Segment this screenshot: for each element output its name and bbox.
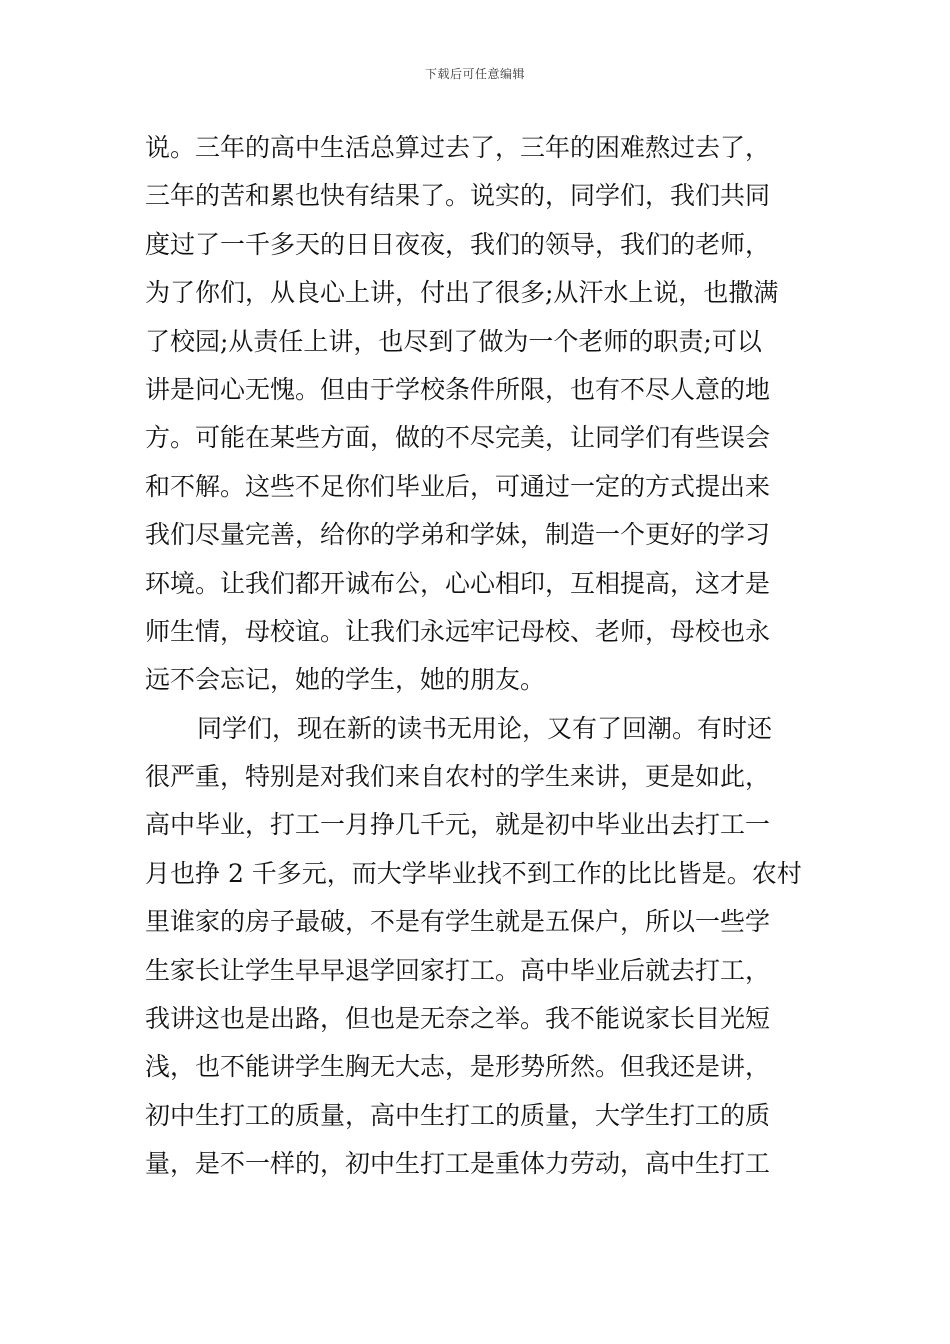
paragraph-first-line: 同学们，现在新的读书无用论，又有了回潮。有时还 bbox=[197, 713, 773, 743]
page-header: 下载后可任意编辑 bbox=[424, 67, 525, 81]
text-line: 月也挣 2 千多元，而大学毕业找不到工作的比比皆是。农村 bbox=[145, 858, 802, 888]
document-body bbox=[145, 124, 807, 1189]
text-line: 初中生打工的质量，高中生打工的质量，大学生打工的质 bbox=[145, 1100, 771, 1130]
text-line: 远不会忘记，她的学生，她的朋友。 bbox=[145, 665, 546, 695]
text-line: 讲是问心无愧。但由于学校条件所限，也有不尽人意的地 bbox=[145, 374, 771, 404]
text-line: 师生情，母校谊。让我们永远牢记母校、老师，母校也永 bbox=[145, 616, 771, 646]
text-line: 说。三年的高中生活总算过去了，三年的困难熬过去了， bbox=[145, 133, 771, 162]
text-line: 和不解。这些不足你们毕业后，可通过一定的方式提出来 bbox=[145, 471, 771, 501]
text-line: 环境。让我们都开诚布公，心心相印，互相提高，这才是 bbox=[145, 568, 771, 598]
text-line: 我讲这也是出路，但也是无奈之举。我不能说家长目光短 bbox=[145, 1004, 771, 1034]
text-line: 高中毕业，打工一月挣几千元，就是初中毕业出去打工一 bbox=[145, 810, 771, 840]
text-line: 我们尽量完善，给你的学弟和学妹，制造一个更好的学习 bbox=[145, 520, 771, 550]
text-line: 三年的苦和累也快有结果了。说实的，同学们，我们共同 bbox=[145, 181, 771, 211]
text-line: 里谁家的房子最破，不是有学生就是五保户，所以一些学 bbox=[145, 907, 771, 937]
text-line: 浅，也不能讲学生胸无大志，是形势所然。但我还是讲， bbox=[145, 1052, 771, 1082]
text-line: 了校园;从责任上讲，也尽到了做为一个老师的职责;可以 bbox=[145, 326, 762, 356]
text-line: 很严重，特别是对我们来自农村的学生来讲，更是如此， bbox=[145, 762, 771, 792]
text-line: 量，是不一样的，初中生打工是重体力劳动，高中生打工 bbox=[145, 1149, 771, 1179]
text-line: 方。可能在某些方面，做的不尽完美，让同学们有些误会 bbox=[145, 423, 771, 453]
text-line: 生家长让学生早早退学回家打工。高中毕业后就去打工， bbox=[145, 955, 771, 985]
text-line: 度过了一千多天的日日夜夜，我们的领导，我们的老师， bbox=[145, 229, 771, 259]
text-line: 为了你们，从良心上讲，付出了很多;从汗水上说，也撒满 bbox=[145, 278, 779, 308]
